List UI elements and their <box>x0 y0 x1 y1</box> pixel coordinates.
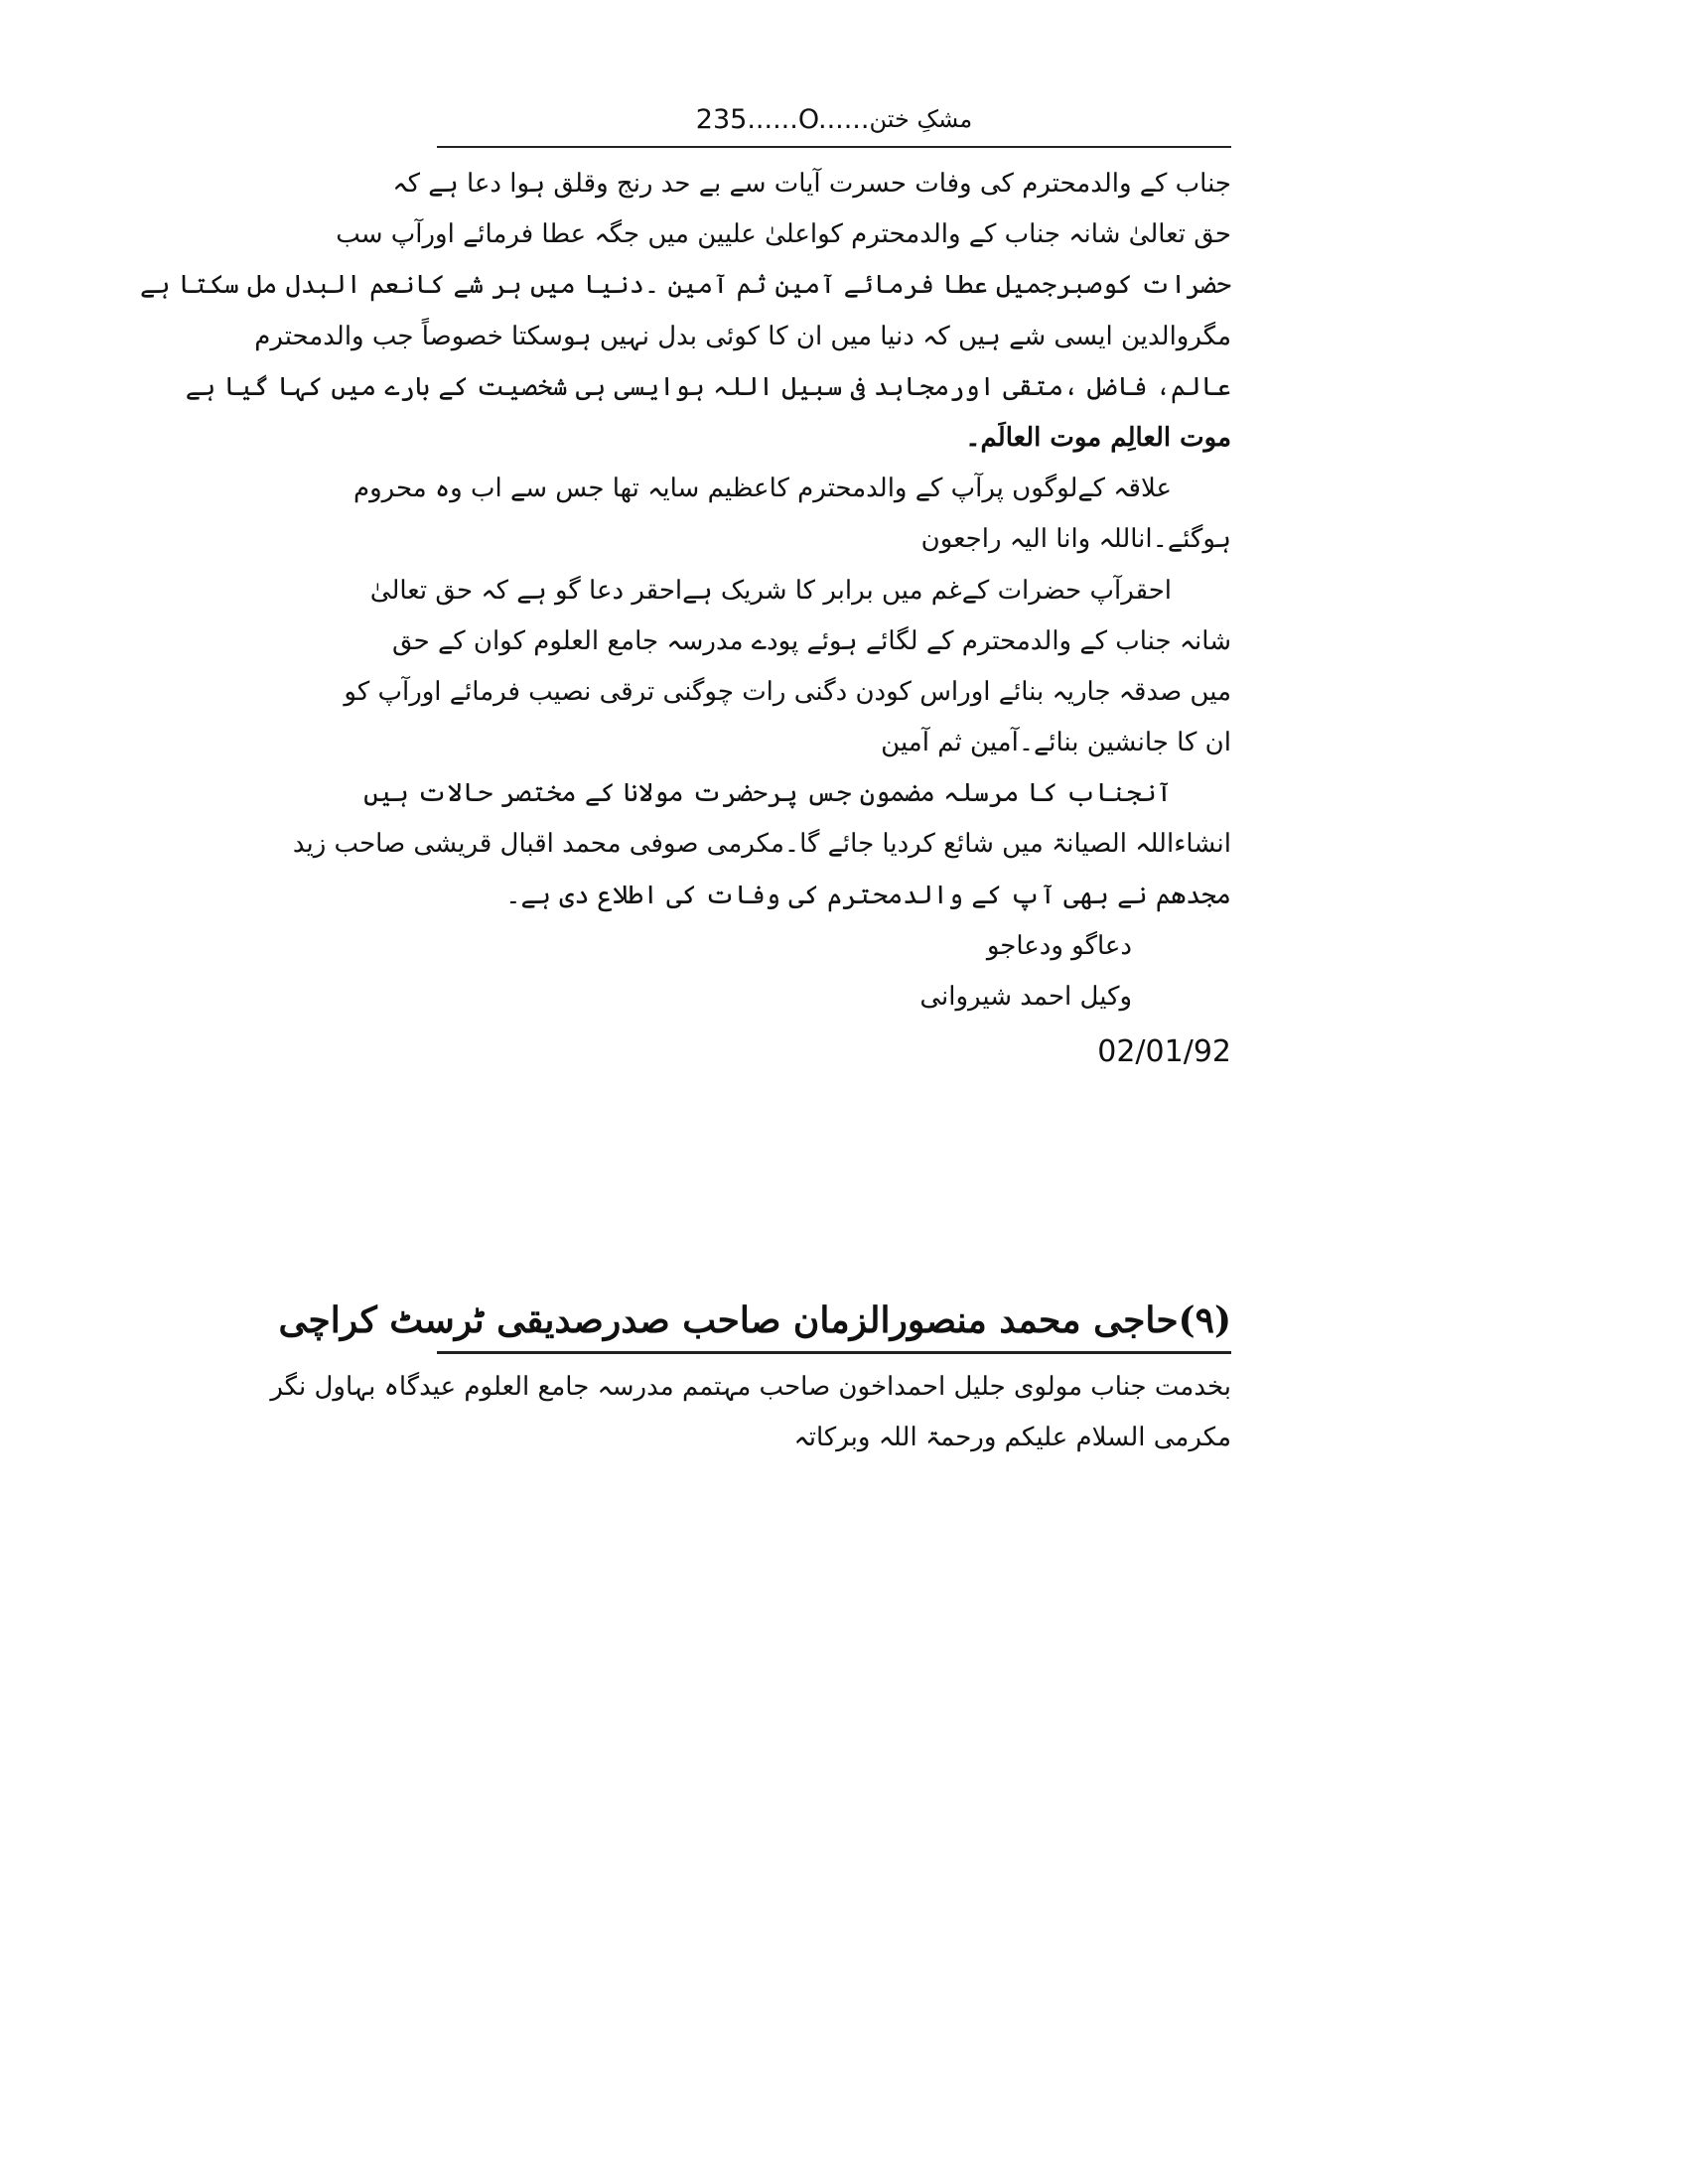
text-line: عالم، فاضل ،متقی اورمجاہد فی سبیل اللہ ہوایسی ہی شخصیت کے بارے میں کہا گیا ہے <box>185 371 1231 402</box>
text-line: علاقہ کےلوگوں پرآپ کے والدمحترم کاعظیم سایہ تھا جس سے اب وہ محروم <box>352 474 1172 504</box>
text-line: حق تعالیٰ شانہ جناب کے والدمحترم کواعلیٰ علیین میں جگہ عطا فرمائے اورآپ سب <box>336 219 1231 250</box>
paragraph-2-quote <box>437 413 1231 464</box>
page-header <box>437 95 1231 143</box>
text-line: مگروالدین ایسی شے ہیں کہ دنیا میں ان کا کوئی بدل نہیں ہوسکتا خصوصاً جب والدمحترم <box>254 321 1231 351</box>
arabic-quote: موت العالِم موت العالَم۔ <box>965 422 1231 453</box>
paragraph-4 <box>344 566 1231 769</box>
text-line: ہوگئے۔اناللہ وانا الیہ راجعون <box>920 524 1231 555</box>
text-line: احقرآپ حضرات کےغم میں برابر کا شریک ہےاحقر دعا گو ہے کہ حق تعالیٰ <box>369 575 1172 606</box>
address-line: بخدمت جناب مولوی جلیل احمداخون صاحب مہتمم مدرسہ جامع العلوم عیدگاہ بہاول نگر <box>270 1372 1231 1402</box>
text-line: انشاءاللہ الصیانۃ میں شائع کردیا جائے گا۔مکرمی صوفی محمد اقبال قریشی صاحب زید <box>292 829 1231 860</box>
section-rule <box>437 1351 1231 1354</box>
section-heading: (۹)حاجی محمد منصورالزمان صاحب صدرصدیقی ٹرسٹ کراچی <box>278 1299 1231 1341</box>
letter-body <box>140 159 1231 1082</box>
paragraph-3 <box>352 464 1231 565</box>
book-title: مشکِ ختن <box>869 105 973 133</box>
paragraph-5 <box>292 768 1231 921</box>
paragraph-1 <box>140 159 1231 413</box>
text-line: حضرات کوصبرجمیل عطا فرمائے آمین ثم آمین ۔دنیا میں ہر شے کانعم البدل مل سکتا ہے <box>140 270 1231 301</box>
salutation-line: مکرمی السلام علیکم ورحمۃ اللہ وبرکاتہ <box>793 1423 1231 1453</box>
section-body <box>270 1362 1231 1463</box>
signature-block <box>437 921 1231 1082</box>
text-line: ان کا جانشین بنائے۔آمین ثم آمین <box>881 728 1231 758</box>
page-number: 235 <box>695 103 748 135</box>
signature-date: 02/01/92 <box>1097 1034 1231 1070</box>
text-line: آنجناب کا مرسلہ مضمون جس پرحضرت مولانا کے مختصر حالات ہیں <box>363 778 1172 809</box>
text-line: مجدھم نے بھی آپ کے والدمحترم کی وفات کی اطلاع دی ہے۔ <box>505 880 1231 910</box>
signature-name: وکیل احمد شیروانی <box>919 982 1132 1012</box>
text-line: شانہ جناب کے والدمحترم کے لگائے ہوئے پودے مدرسہ جامع العلوم کوان کے حق <box>391 625 1231 656</box>
text-line: میں صدقہ جاریہ بنائے اوراس کودن دگنی رات چوگنی ترقی نصیب فرمائے اورآپ کو <box>344 676 1231 707</box>
signature-closing: دعاگو ودعاجو <box>986 930 1132 961</box>
header-rule <box>437 146 1231 148</box>
text-line: جناب کے والدمحترم کی وفات حسرت آیات سے بے حد رنج وقلق ہوا دعا ہے کہ <box>392 169 1231 199</box>
header-separator: ......O...... <box>747 103 870 135</box>
